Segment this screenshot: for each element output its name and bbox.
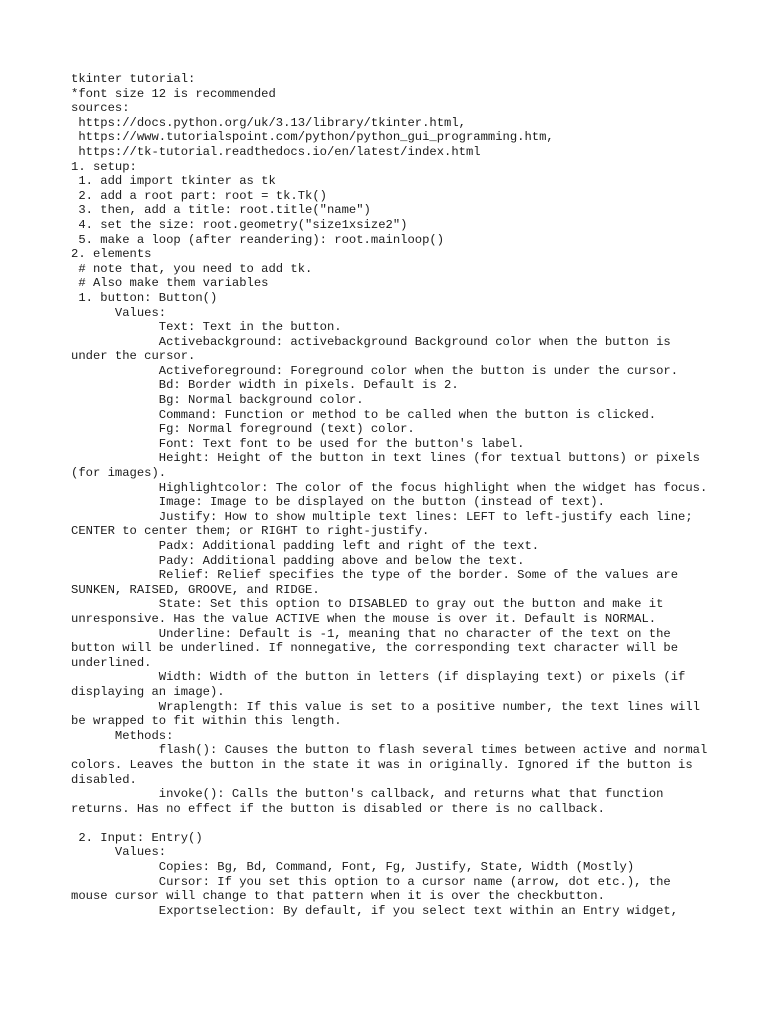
text-line: Values: [71, 845, 167, 860]
text-line: *font size 12 is recommended [71, 86, 276, 101]
text-line: Activeforeground: Foreground color when the button is under the cursor. [71, 363, 679, 378]
text-line: 1. setup: [71, 159, 137, 174]
text-line: https://tk-tutorial.readthedocs.io/en/latest/index.html [71, 144, 481, 159]
text-line: Copies: Bg, Bd, Command, Font, Fg, Justify, State, Width (Mostly) [71, 860, 635, 875]
text-line: Fg: Normal foreground (text) color. [71, 422, 415, 437]
text-line: Command: Function or method to be called when the button is clicked. [71, 407, 657, 422]
text-line: invoke(): Calls the button's callback, and returns what that function returns. Has no effect if the button is disabled or there is no callback. [71, 787, 671, 816]
text-line: Height: Height of the button in text lines (for textual buttons) or pixels (for images). [71, 451, 708, 481]
text-line: https://docs.python.org/uk/3.13/library/tkinter.html, [71, 115, 466, 130]
text-line: Image: Image to be displayed on the button (instead of text). [71, 495, 605, 510]
text-line: Highlightcolor: The color of the focus highlight when the widget has focus. [71, 480, 708, 495]
text-line: Wraplength: If this value is set to a positive number, the text lines will be wrapped to fit within this length. [71, 699, 708, 729]
text-line: State: Set this option to DISABLED to gray out the button and make it unresponsive. Has the value ACTIVE when the mouse is over it. Default is NORMAL. [71, 597, 671, 626]
text-line: # Also make them variables [71, 276, 269, 291]
text-line: Bg: Normal background color. [71, 393, 364, 408]
text-line: Bd: Border width in pixels. Default is 2. [71, 378, 459, 393]
text-line: https://www.tutorialspoint.com/python/python_gui_programming.htm, [71, 130, 554, 145]
text-line: Exportselection: By default, if you select text within an Entry widget, [71, 903, 679, 918]
text-line: 2. Input: Entry() [71, 830, 203, 845]
text-line: Padx: Additional padding left and right of the text. [71, 539, 540, 553]
document-text [71, 72, 715, 918]
text-line: Width: Width of the button in letters (if displaying text) or pixels (if displaying an image). [71, 670, 693, 699]
text-line: 2. elements [71, 247, 152, 262]
text-line: 1. add import tkinter as tk [71, 174, 276, 189]
text-line: Cursor: If you set this option to a cursor name (arrow, dot etc.), the mouse cursor will change to that pattern when it is over the checkbutton. [71, 874, 679, 904]
text-line [71, 816, 711, 831]
text-line: Activebackground: activebackground Background color when the button is under the cursor. [71, 334, 679, 364]
text-line: Justify: How to show multiple text lines: LEFT to left-justify each line; CENTER to center them; or RIGHT to right-justify. [71, 509, 700, 539]
text-line: 5. make a loop (after reandering): root.mainloop() [71, 232, 445, 247]
text-line: 4. set the size: root.geometry("size1xsize2") [71, 217, 408, 232]
text-line: # note that, you need to add tk. [71, 261, 313, 276]
text-line: Pady: Additional padding above and below the text. [71, 553, 525, 568]
text-line: 2. add a root part: root = tk.Tk() [71, 188, 327, 203]
text-line: Text: Text in the button. [71, 320, 342, 335]
text-line: sources: [71, 101, 130, 116]
text-line: 3. then, add a title: root.title("name") [71, 203, 371, 218]
text-line: Underline: Default is -1, meaning that no character of the text on the button will be underlined. If nonnegative, the corresponding text character will be underlined. [71, 626, 686, 670]
text-line: Font: Text font to be used for the button's label. [71, 436, 525, 451]
text-line: Methods: [71, 728, 174, 743]
text-line: Values: [71, 305, 167, 320]
text-line: flash(): Causes the button to flash several times between active and normal colors. Leaves the button in the state it was in originally. Ignored if the button is disabled. [71, 743, 715, 787]
text-line: 1. button: Button() [71, 290, 218, 305]
text-line: tkinter tutorial: [71, 72, 196, 86]
text-line: Relief: Relief specifies the type of the border. Some of the values are SUNKEN, RAISED, GROOVE, and RIDGE. [71, 568, 686, 597]
